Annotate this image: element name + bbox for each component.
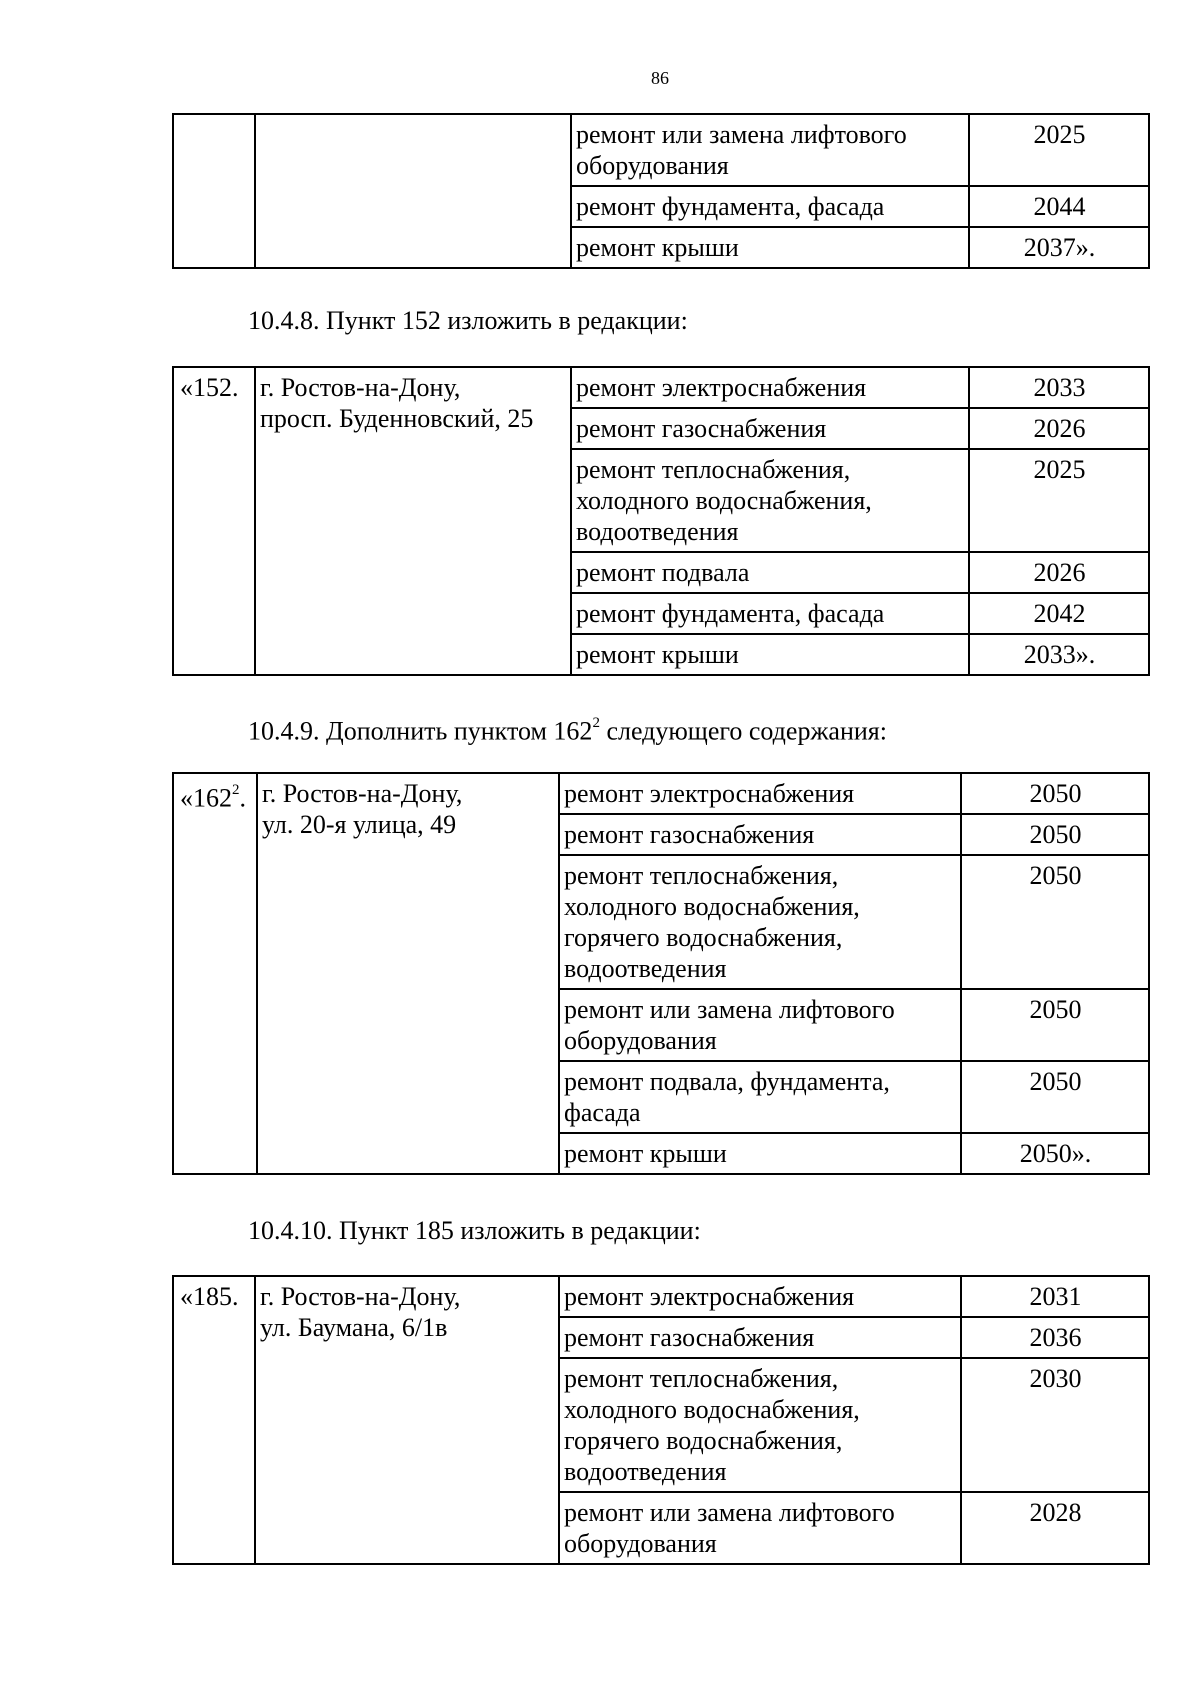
table-item-185	[172, 1275, 1150, 1565]
work-cell: ремонт теплоснабжения, холодного водоснабжения, горячего водоснабжения, водоотведения	[559, 1358, 961, 1492]
address-line: г. Ростов-на-Дону,	[262, 779, 463, 808]
item-number-cell	[173, 773, 257, 1174]
work-cell: ремонт или замена лифтового оборудования	[571, 114, 969, 186]
year-cell: 2042	[969, 593, 1149, 634]
address-line: г. Ростов-на-Дону,	[260, 373, 461, 402]
table-row	[173, 1276, 1149, 1317]
section-heading: 10.4.10. Пункт 185 изложить в редакции:	[248, 1216, 701, 1245]
address-cell	[255, 1276, 559, 1564]
work-cell: ремонт крыши	[571, 227, 969, 268]
year-cell: 2026	[969, 552, 1149, 593]
year-cell: 2050	[961, 814, 1149, 855]
superscript: 2	[592, 715, 600, 731]
work-cell: ремонт или замена лифтового оборудования	[559, 1492, 961, 1564]
year-cell: 2026	[969, 408, 1149, 449]
work-cell: ремонт теплоснабжения, холодного водоснабжения, горячего водоснабжения, водоотведения	[559, 855, 961, 989]
work-cell: ремонт электроснабжения	[559, 1276, 961, 1317]
table-row	[173, 773, 1149, 814]
item-number-cell: «152.	[173, 367, 255, 675]
year-cell: 2050	[961, 1061, 1149, 1133]
work-cell: ремонт подвала	[571, 552, 969, 593]
year-cell: 2036	[961, 1317, 1149, 1358]
work-cell: ремонт газоснабжения	[559, 814, 961, 855]
year-cell: 2044	[969, 186, 1149, 227]
work-cell: ремонт фундамента, фасада	[571, 593, 969, 634]
work-cell: ремонт электроснабжения	[559, 773, 961, 814]
address-line: ул. Баумана, 6/1в	[260, 1313, 448, 1342]
address-line: просп. Буденновский, 25	[260, 404, 534, 433]
table-continuation	[172, 113, 1150, 269]
superscript: 2	[232, 782, 240, 798]
year-cell: 2050	[961, 989, 1149, 1061]
work-cell: ремонт газоснабжения	[559, 1317, 961, 1358]
year-cell: 2031	[961, 1276, 1149, 1317]
year-cell: 2030	[961, 1358, 1149, 1492]
year-cell: 2050».	[961, 1133, 1149, 1174]
table-row	[173, 367, 1149, 408]
section-heading	[248, 711, 887, 747]
item-number-cell	[173, 114, 255, 268]
work-cell: ремонт электроснабжения	[571, 367, 969, 408]
year-cell: 2037».	[969, 227, 1149, 268]
year-cell: 2033».	[969, 634, 1149, 675]
year-cell: 2033	[969, 367, 1149, 408]
table-item-152	[172, 366, 1150, 676]
heading-text: следующего содержания:	[599, 716, 887, 746]
work-cell: ремонт или замена лифтового оборудования	[559, 989, 961, 1061]
item-number: «162	[180, 783, 232, 813]
work-cell: ремонт крыши	[571, 634, 969, 675]
year-cell: 2025	[969, 114, 1149, 186]
page-number: 86	[651, 68, 669, 88]
address-line: г. Ростов-на-Дону,	[260, 1282, 461, 1311]
table-row	[173, 114, 1149, 186]
work-cell: ремонт крыши	[559, 1133, 961, 1174]
item-number-suffix: .	[239, 783, 246, 813]
work-cell: ремонт газоснабжения	[571, 408, 969, 449]
address-line: ул. 20-я улица, 49	[262, 810, 457, 839]
section-heading: 10.4.8. Пункт 152 изложить в редакции:	[248, 306, 688, 335]
heading-text: 10.4.9. Дополнить пунктом 162	[248, 716, 593, 746]
address-cell	[255, 367, 571, 675]
work-cell: ремонт фундамента, фасада	[571, 186, 969, 227]
table-item-162-2	[172, 772, 1150, 1175]
address-cell	[255, 114, 571, 268]
work-cell: ремонт подвала, фундамента, фасада	[559, 1061, 961, 1133]
year-cell: 2028	[961, 1492, 1149, 1564]
item-number-cell: «185.	[173, 1276, 255, 1564]
year-cell: 2050	[961, 773, 1149, 814]
year-cell: 2050	[961, 855, 1149, 989]
address-cell	[257, 773, 559, 1174]
work-cell: ремонт теплоснабжения, холодного водоснабжения, водоотведения	[571, 449, 969, 552]
year-cell: 2025	[969, 449, 1149, 552]
